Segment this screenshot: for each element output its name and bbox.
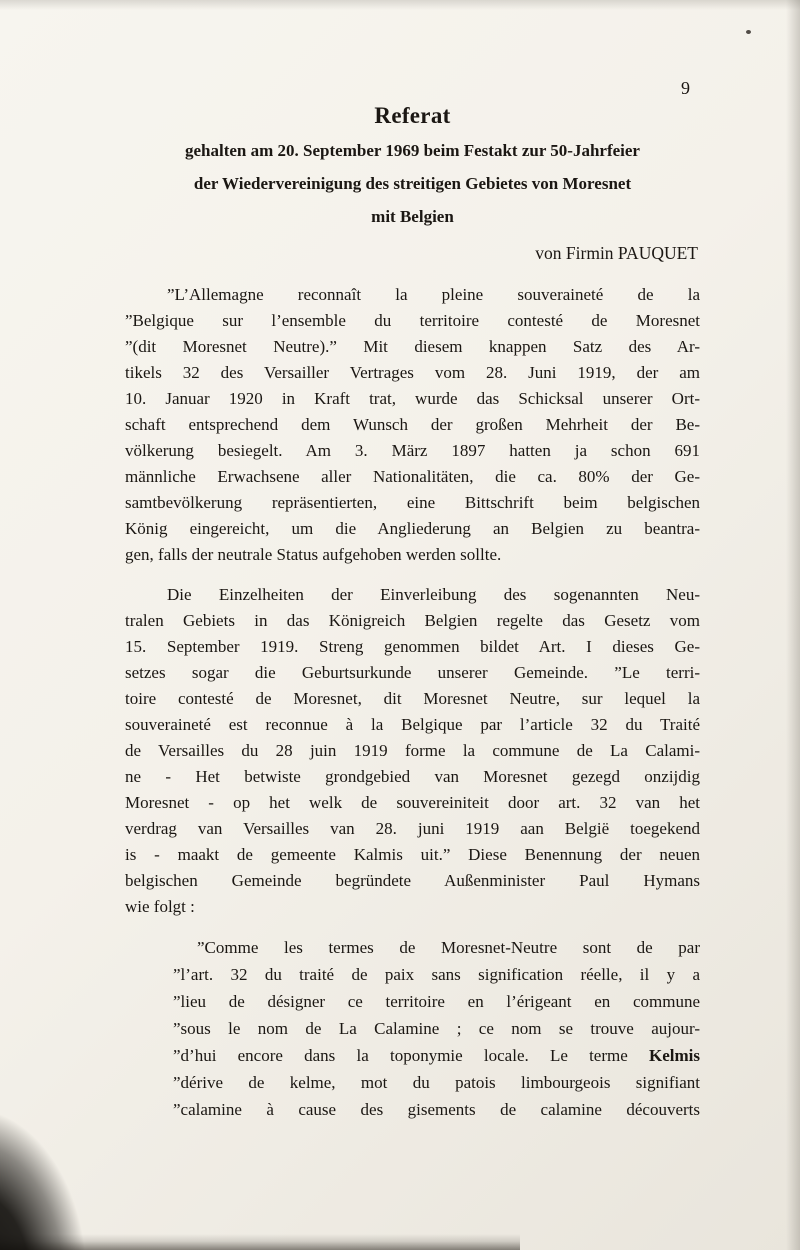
text-line: 15. September 1919. Streng genommen bildet Art. I dieses Ge-	[125, 637, 700, 656]
page-title: Referat	[374, 103, 451, 128]
text-line: Die Einzelheiten der Einverleibung des sogenannten Neu-	[167, 585, 700, 604]
text-line: samtbevölkerung repräsentierten, eine Bittschrift beim belgischen	[125, 493, 700, 512]
text-line: ”L’Allemagne reconnaît la pleine souveraineté de la	[167, 285, 700, 304]
subtitle-line: gehalten am 20. September 1969 beim Festakt zur 50-Jahrfeier	[185, 141, 640, 160]
text-line: gen, falls der neutrale Status aufgehoben werden sollte.	[125, 545, 502, 564]
subtitle-line: mit Belgien	[371, 207, 454, 226]
text-line: männliche Erwachsene aller Nationalitäten, die ca. 80% der Ge-	[125, 467, 700, 486]
text-line: ”calamine à cause des gisements de calamine découverts	[173, 1100, 700, 1119]
text-line: belgischen Gemeinde begründete Außenminister Paul Hymans	[125, 871, 700, 890]
text-line: setzes sogar die Geburtsurkunde unserer Gemeinde. ”Le terri-	[125, 663, 700, 682]
scan-speck	[746, 30, 751, 34]
text-line: ne - Het betwiste grondgebied van Moresnet gezegd onzijdig	[125, 767, 700, 786]
text-line: ”(dit Moresnet Neutre).” Mit diesem knappen Satz des Ar-	[125, 337, 700, 356]
subtitle	[125, 134, 700, 233]
text-line: verdrag van Versailles van 28. juni 1919 aan België toegekend	[125, 819, 700, 838]
scan-shadow-top	[0, 0, 800, 10]
subtitle-line: der Wiedervereinigung des streitigen Gebietes von Moresnet	[193, 174, 632, 193]
text-line: ”dérive de kelme, mot du patois limbourgeois signifiant	[173, 1073, 700, 1092]
text-line: schaft entsprechend dem Wunsch der großen Mehrheit der Be-	[125, 415, 700, 434]
text-line: wie folgt :	[125, 897, 195, 916]
text-line: toire contesté de Moresnet, dit Moresnet Neutre, sur lequel la	[125, 689, 700, 708]
text-line: de Versailles du 28 juin 1919 forme la commune de La Calami-	[125, 741, 700, 760]
text-line: ”lieu de désigner ce territoire en l’érigeant en commune	[173, 992, 700, 1011]
text-line: ”d’hui encore dans la toponymie locale. Le terme Kelmis	[173, 1046, 700, 1065]
body-paragraph	[125, 282, 700, 568]
text-line: ”Belgique sur l’ensemble du territoire contesté de Moresnet	[125, 311, 700, 330]
text-line: ”l’art. 32 du traité de paix sans signification réelle, il y a	[173, 965, 700, 984]
paragraphs	[125, 282, 700, 1123]
scan-shadow-bottom	[0, 1234, 520, 1250]
text-line: ”Comme les termes de Moresnet-Neutre sont de par	[197, 938, 700, 957]
scan-shadow-right	[786, 0, 800, 1250]
page-number: 9	[681, 78, 690, 98]
text-line: tikels 32 des Versailler Vertrages vom 28. Juni 1919, der am	[125, 363, 700, 382]
page-content	[125, 78, 700, 1123]
text-line: ”sous le nom de La Calamine ; ce nom se trouve aujour-	[173, 1019, 700, 1038]
text-line: tralen Gebiets in das Königreich Belgien regelte das Gesetz vom	[125, 611, 700, 630]
author-line: von Firmin PAUQUET	[535, 243, 698, 263]
body-paragraph	[125, 582, 700, 920]
quote-paragraph	[173, 934, 700, 1123]
text-line: souveraineté est reconnue à la Belgique par l’article 32 du Traité	[125, 715, 700, 734]
text-line: Moresnet - op het welk de souvereiniteit door art. 32 van het	[125, 793, 700, 812]
text-line: is - maakt de gemeente Kalmis uit.” Diese Benennung der neuen	[125, 845, 700, 864]
text-line: völkerung besiegelt. Am 3. März 1897 hatten ja schon 691	[125, 441, 700, 460]
text-line: 10. Januar 1920 in Kraft trat, wurde das Schicksal unserer Ort-	[125, 389, 700, 408]
text-line: König eingereicht, um die Angliederung an Belgien zu beantra-	[125, 519, 700, 538]
